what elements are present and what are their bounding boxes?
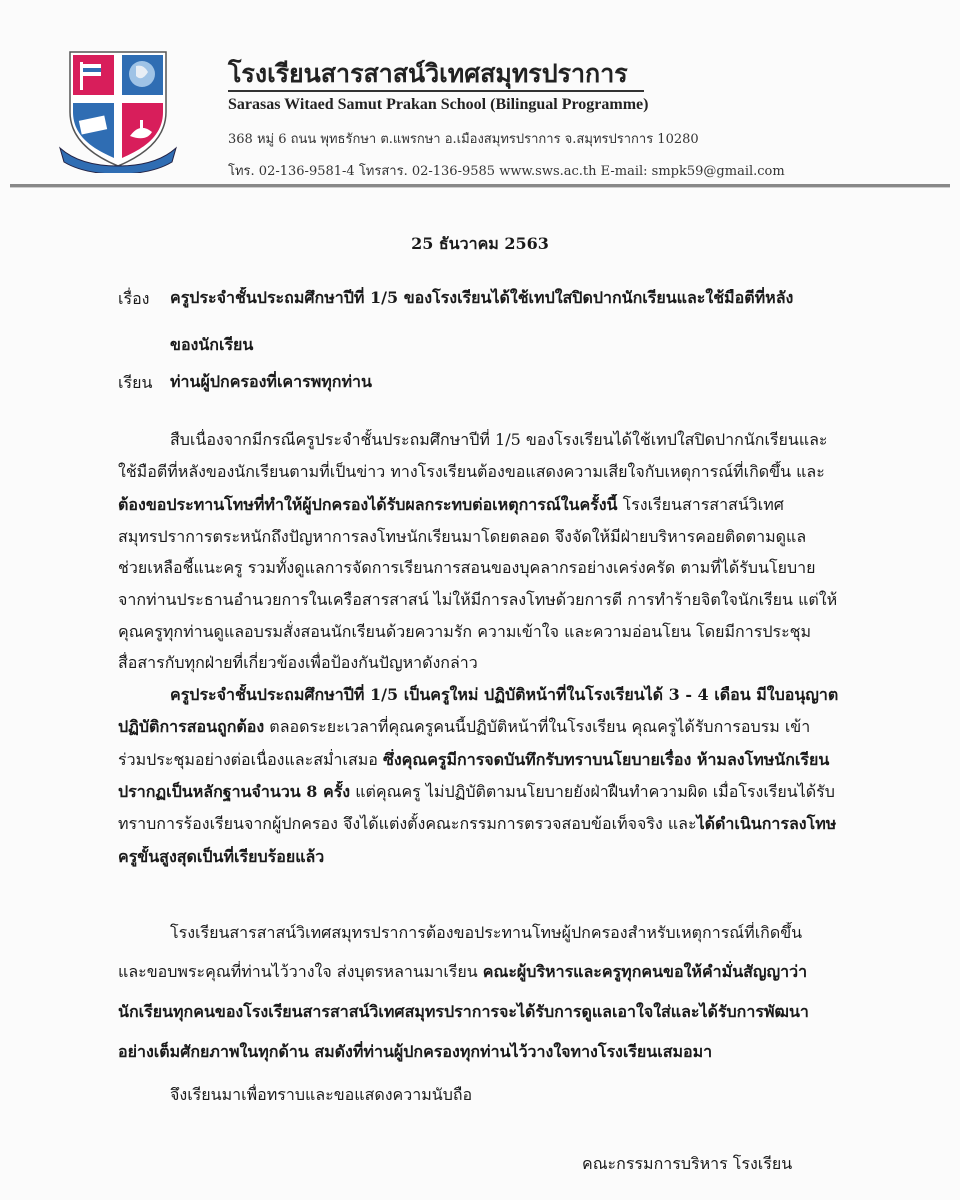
text: ใช้มือตีที่หลังของนักเรียนตามที่เป็นข่าว ทางโรงเรียนต้องขอแสดงความเสียใจกับเหตุการณ์ที่เกิดขึ้น และ xyxy=(118,462,825,481)
salutation-text: ท่านผู้ปกครองที่เคารพทุกท่าน xyxy=(170,372,372,391)
paragraph-3-line xyxy=(118,961,853,983)
bold-text: อย่างเต็มศักยภาพในทุกด้าน สมดังที่ท่านผู้ปกครองทุกท่านไว้วางใจทางโรงเรียนเสมอมา xyxy=(118,1042,713,1061)
text: โรงเรียนสารสาสน์วิเทศสมุทรปราการต้องขอประทานโทษผู้ปกครองสำหรับเหตุการณ์ที่เกิดขึ้น xyxy=(170,923,803,942)
bold-text: ปฏิบัติการสอนถูกต้อง xyxy=(118,717,265,736)
paragraph-1-line xyxy=(118,494,853,516)
text: สมุทรปราการตระหนักถึงปัญหาการลงโทษนักเรียนมาโดยตลอด จึงจัดให้มีฝ่ายบริหารคอยติดตามดูแล xyxy=(118,527,807,546)
bold-text: ได้ดำเนินการลงโทษ xyxy=(696,814,837,833)
paragraph-1-line xyxy=(118,557,853,579)
text: ร่วมประชุมอย่างต่อเนื่องและสม่ำเสมอ xyxy=(118,750,383,769)
paragraph-2-line xyxy=(118,716,853,738)
school-name-english: Sarasas Witaed Samut Prakan School (Bilingual Programme) xyxy=(228,96,649,113)
text: โรงเรียนสารสาสน์วิเทศ xyxy=(617,495,784,514)
subject-line-1: ครูประจำชั้นประถมศึกษาปีที่ 1/5 ของโรงเรียนได้ใช้เทปใสปิดปากนักเรียนและใช้มือตีที่หลัง xyxy=(170,288,794,307)
paragraph-4-line xyxy=(170,1084,853,1106)
subject-line-2: ของนักเรียน xyxy=(170,335,254,354)
text: จากท่านประธานอำนวยการในเครือสารสาสน์ ไม่ให้มีการลงโทษด้วยการตี การทำร้ายจิตใจนักเรียน แต่ให้ xyxy=(118,590,838,609)
paragraph-2-line xyxy=(118,846,853,868)
text: ช่วยเหลือชี้แนะครู รวมทั้งดูแลการจัดการเรียนการสอนของบุคลากรอย่างเคร่งครัด ตามที่ได้รับนโยบาย xyxy=(118,558,816,577)
school-name-thai: โรงเรียนสารสาสน์วิเทศสมุทรปราการ xyxy=(228,59,628,88)
bold-text: ต้องขอประทานโทษที่ทำให้ผู้ปกครองได้รับผลกระทบต่อเหตุการณ์ในครั้งนี้ xyxy=(118,495,618,514)
text: สื่อสารกับทุกฝ่ายที่เกี่ยวข้องเพื่อป้องกันปัญหาดังกล่าว xyxy=(118,653,478,672)
paragraph-1-line xyxy=(118,461,853,483)
signature: คณะกรรมการบริหาร โรงเรียน xyxy=(582,1154,793,1173)
paragraph-3-line xyxy=(118,1001,853,1023)
school-address: 368 หมู่ 6 ถนน พุทธรักษา ต.แพรกษา อ.เมืองสมุทรปราการ จ.สมุทรปราการ 10280 xyxy=(228,132,699,147)
text: คุณครูทุกท่านดูแลอบรมสั่งสอนนักเรียนด้วยความรัก ความเข้าใจ และความอ่อนโยน โดยมีการประชุม xyxy=(118,622,812,641)
bold-text: นักเรียนทุกคนของโรงเรียนสารสาสน์วิเทศสมุทรปราการจะได้รับการดูแลเอาใจใส่และได้รับการพัฒนา xyxy=(118,1002,809,1021)
school-contact: โทร. 02-136-9581-4 โทรสาร. 02-136-9585 www.sws.ac.th E-mail: smpk59@gmail.com xyxy=(228,164,785,179)
paragraph-2-line xyxy=(118,749,853,771)
title-underline xyxy=(228,90,644,92)
bold-text: ครูประจำชั้นประถมศึกษาปีที่ 1/5 เป็นครูใหม่ ปฏิบัติหน้าที่ในโรงเรียนได้ 3 - 4 เดือน มีใบอนุญาต xyxy=(170,685,839,704)
paragraph-2-line xyxy=(118,813,853,835)
bold-text: ครูขั้นสูงสุดเป็นที่เรียบร้อยแล้ว xyxy=(118,847,325,866)
paragraph-1-line xyxy=(170,429,853,451)
text: ทราบการร้องเรียนจากผู้ปกครอง จึงได้แต่งตั้งคณะกรรมการตรวจสอบข้อเท็จจริง และ xyxy=(118,814,697,833)
text: สืบเนื่องจากมีกรณีครูประจำชั้นประถมศึกษาปีที่ 1/5 ของโรงเรียนได้ใช้เทปใสปิดปากนักเรียนและ xyxy=(170,430,828,449)
paragraph-2-line xyxy=(118,781,853,803)
paragraph-3-line xyxy=(170,922,853,944)
paragraph-1-line xyxy=(118,621,853,643)
bold-text: ปรากฏเป็นหลักฐานจำนวน 8 ครั้ง xyxy=(118,782,351,801)
text: และขอบพระคุณที่ท่านไว้วางใจ ส่งบุตรหลานมาเรียน xyxy=(118,962,483,981)
letter-date: 25 ธันวาคม 2563 xyxy=(411,234,549,253)
school-logo xyxy=(58,48,178,173)
paragraph-1-line xyxy=(118,652,853,674)
text: แต่คุณครู ไม่ปฏิบัติตามนโยบายยังฝ่าฝืนทำความผิด เมื่อโรงเรียนได้รับ xyxy=(350,782,835,801)
paragraph-1-line xyxy=(118,526,853,548)
text: ตลอดระยะเวลาที่คุณครูคนนี้ปฏิบัติหน้าที่ในโรงเรียน คุณครูได้รับการอบรม เข้า xyxy=(264,717,811,736)
salutation-label: เรียน xyxy=(118,373,153,392)
text: จึงเรียนมาเพื่อทราบและขอแสดงความนับถือ xyxy=(170,1085,473,1104)
paragraph-3-line xyxy=(118,1041,853,1063)
bold-text: ซึ่งคุณครูมีการจดบันทึกรับทราบนโยบายเรื่อง ห้ามลงโทษนักเรียน xyxy=(382,750,830,769)
paragraph-2-line xyxy=(170,684,853,706)
header-divider xyxy=(10,184,950,188)
paragraph-1-line xyxy=(118,589,853,611)
subject-label: เรื่อง xyxy=(118,289,150,308)
bold-text: คณะผู้บริหารและครูทุกคนขอให้คำมั่นสัญญาว่า xyxy=(482,962,808,981)
